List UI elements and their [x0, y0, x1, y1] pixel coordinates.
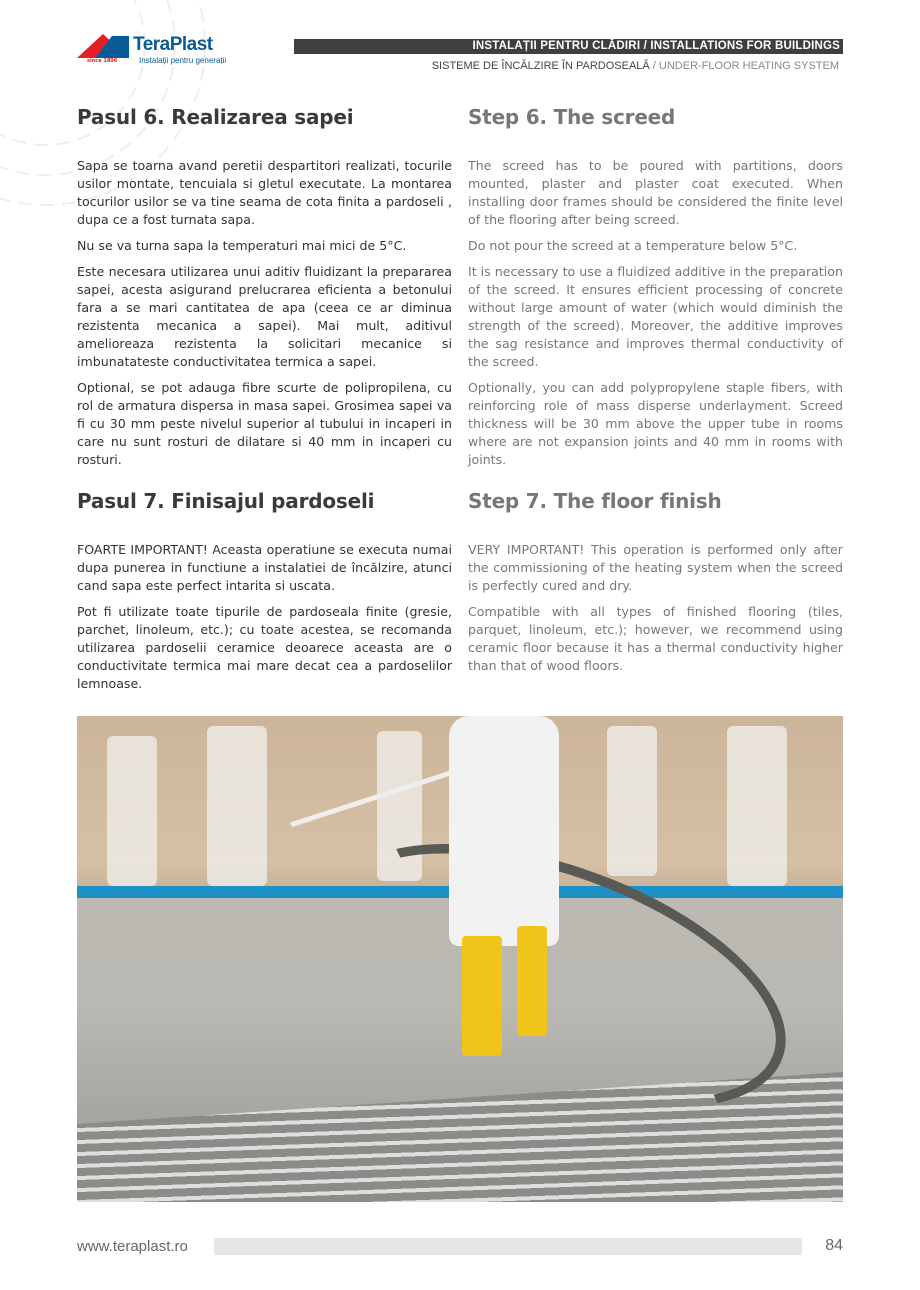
heading: Step 7. The floor finish — [468, 489, 722, 513]
paragraph: The screed has to be poured with partitions, doors mounted, plaster and plaster coat executed. When installing door frames should be considered the finite level of the flooring after being screed. — [468, 158, 843, 227]
section-banner: INSTALAȚII PENTRU CLĂDIRI / INSTALLATIONS FOR BUILDINGS — [294, 39, 843, 54]
worker-boot — [517, 926, 547, 1036]
step7-en — [468, 489, 843, 683]
paragraph: VERY IMPORTANT! This operation is performed only after the commissioning of the heating system when the screed is perfectly cured and dry. — [468, 542, 843, 593]
wall-plaster — [727, 726, 787, 886]
heading: Pasul 7. Finisajul pardoseli — [77, 489, 375, 513]
logo-since: since 1896 — [87, 58, 118, 64]
step6-ro — [77, 105, 452, 477]
paragraph: It is necessary to use a fluidized additive in the preparation of the screed. It ensures efficient processing of concrete without large amount of water (which would diminish the strength of the screed). Moreover, the additive improves the sag resistance and improves thermal conductivity of the screed. — [468, 264, 843, 369]
logo-mark-icon — [95, 36, 129, 58]
subsection-title — [432, 60, 839, 72]
levelling-pole — [290, 770, 453, 827]
teraplast-logo — [77, 34, 247, 68]
paragraph: FOARTE IMPORTANT! Aceasta operatiune se executa numai dupa punerea in functiune a instalatiei de încălzire, atunci cand sapa este perfect intarita si uscata. — [77, 542, 452, 593]
wall-plaster — [607, 726, 657, 876]
paragraph: Do not pour the screed at a temperature below 5°C. — [468, 238, 798, 253]
paragraph: Este necesara utilizarea unui aditiv fluidizant la prepararea sapei, acesta asigurand prelucrarea eficienta a betonului fara a se mari cantitatea de apa (ceea ce ar diminua rezistenta mecanica a sapei). Mai mult, aditivul amelioreaza rezistenta la solicitari mecanice si imbunatateste conductivitatea termica a sapei. — [77, 264, 452, 369]
step6-en — [468, 105, 843, 477]
worker-boot — [462, 936, 502, 1056]
paragraph: Optional, se pot adauga fibre scurte de polipropilena, cu rol de armatura dispersa in masa sapei. Grosimea sapei va fi cu 30 mm peste nivelul superior al tubului in incaperi in care nu sunt rosturi de dilatare si 40 mm in incaperi cu rosturi. — [77, 380, 452, 467]
paragraph: Compatible with all types of finished flooring (tiles, parquet, linoleum, etc.); however, we recommend using ceramic floor because it has a thermal conductivity higher than that of wood floors. — [468, 604, 843, 673]
paragraph: Nu se va turna sapa la temperaturi mai mici de 5°C. — [77, 238, 407, 253]
wall-plaster — [207, 726, 267, 886]
wall-plaster — [107, 736, 157, 886]
worker — [449, 716, 559, 946]
paragraph: Pot fi utilizate toate tipurile de pardoseala finite (gresie, parchet, linoleum, etc.); cu toate acestea, se recomanda utilizarea pardoselii ceramice deoarece aceasta are o conductivitate termica mai mare decat cea a pardoselilor lemnoase. — [77, 604, 452, 691]
page-number: 84 — [825, 1237, 843, 1254]
paragraph: Optionally, you can add polypropylene staple fibers, with reinforcing role of mass disperse underlayment. Screed thickness will be 30 mm above the upper tube in rooms where are not expansion joints and 40 mm in rooms with joints. — [468, 380, 843, 467]
website-link[interactable]: www.teraplast.ro — [77, 1238, 188, 1255]
subsection-en: / UNDER-FLOOR HEATING SYSTEM — [652, 60, 839, 72]
screed-pouring-photo — [77, 716, 843, 1202]
logo-brand: TeraPlast — [133, 34, 213, 55]
paragraph: Sapa se toarna avand peretii despartitori realizati, tocurile usilor montate, tencuiala si gletul executate. La montarea tocurilor usilor se va tine seama de cota finita a pardoseli , dupa ce a fost turnata sapa. — [77, 158, 452, 227]
footer-bar — [214, 1238, 802, 1255]
subsection-ro: SISTEME DE ÎNCĂLZIRE ÎN PARDOSEALĂ — [431, 60, 650, 72]
heading: Pasul 6. Realizarea sapei — [77, 105, 354, 129]
heading: Step 6. The screed — [468, 105, 676, 129]
logo-tagline: Instalații pentru generații — [139, 56, 227, 65]
step7-ro — [77, 489, 452, 701]
